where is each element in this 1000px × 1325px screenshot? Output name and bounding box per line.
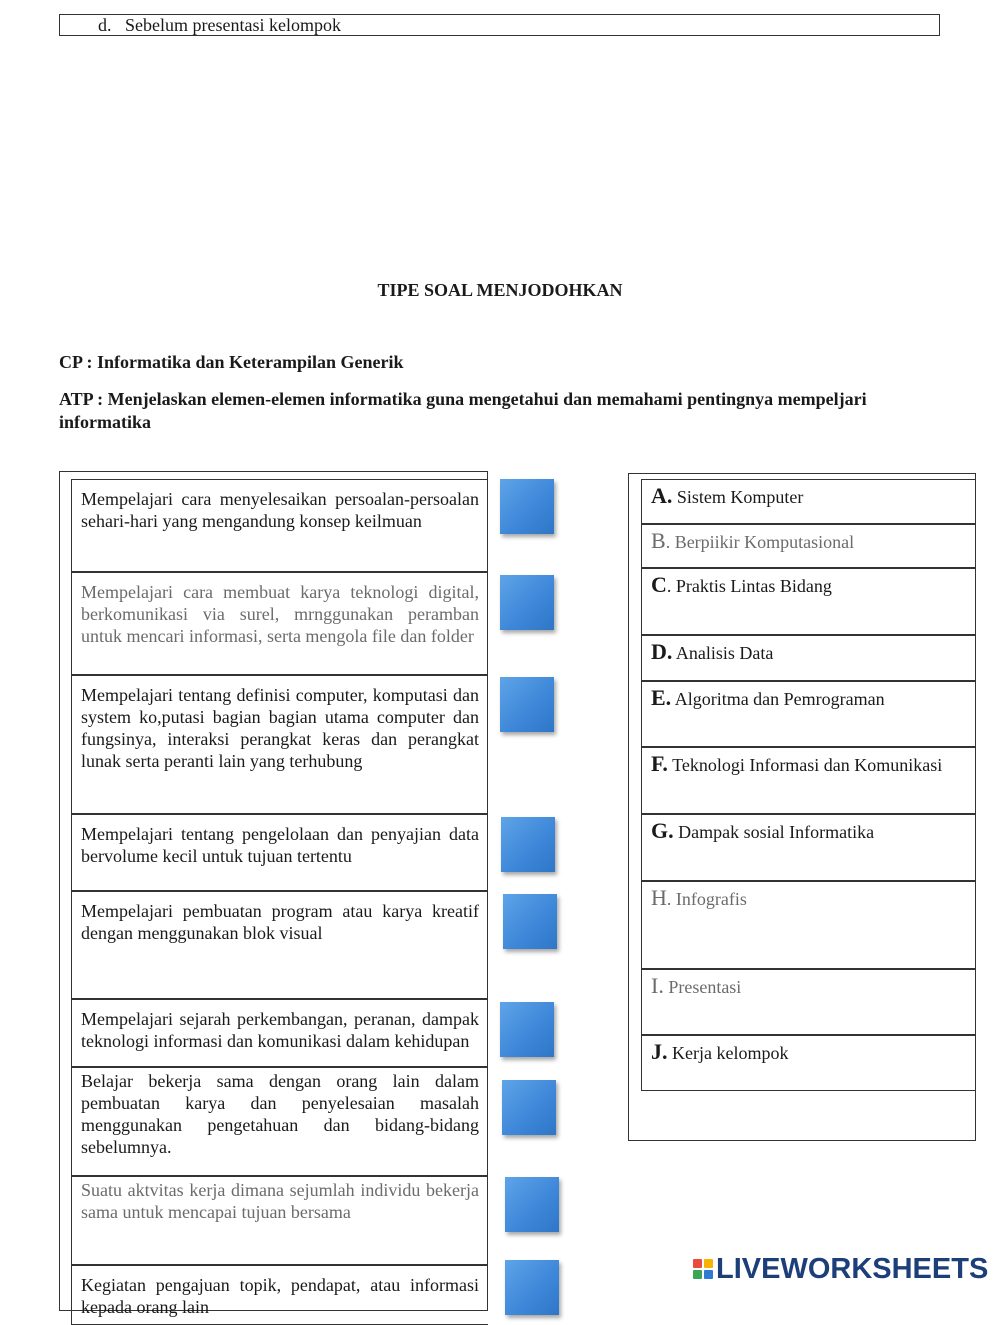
prev-answer-option-d — [59, 14, 940, 36]
answer-drop-box-7[interactable] — [502, 1080, 556, 1135]
option-cell — [641, 814, 976, 881]
question-cell: Mempelajari cara menyelesaikan persoalan-persoalan sehari-hari yang mengandung konsep keilmuan — [71, 479, 488, 572]
option-text: Dampak sosial Informatika — [673, 822, 875, 842]
option-text: . Berpiikir Komputasional — [665, 532, 855, 552]
option-cell — [641, 479, 976, 524]
option-cell — [641, 1035, 976, 1091]
question-cell: Kegiatan pengajuan topik, pendapat, atau informasi kepada orang lain — [71, 1265, 488, 1325]
option-cell — [641, 524, 976, 568]
answer-drop-box-9[interactable] — [505, 1260, 559, 1315]
option-text: Sistem Komputer — [672, 487, 804, 507]
option-d-text: Sebelum presentasi kelompok — [125, 15, 341, 35]
option-cell — [641, 568, 976, 635]
question-cell: Mempelajari pembuatan program atau karya kreatif dengan menggunakan blok visual — [71, 891, 488, 999]
answer-drop-box-5[interactable] — [503, 894, 557, 949]
option-cell — [641, 681, 976, 747]
option-letter: E. — [651, 685, 672, 710]
question-cell: Mempelajari cara membuat karya teknologi digital, berkomunikasi via surel, mrnggunakan peramban untuk mencari informasi, serta mengola file dan folder — [71, 572, 488, 675]
option-letter: D. — [651, 639, 673, 664]
answer-drop-box-2[interactable] — [500, 575, 554, 630]
option-cell — [641, 969, 976, 1035]
option-letter: H — [651, 885, 667, 910]
question-cell: Mempelajari tentang definisi computer, komputasi dan system ko,putasi bagian bagian utama computer dan fungsinya, interaksi perangkat keras dan perangkat lunak serta peranti lain yang terhubung — [71, 675, 488, 814]
atp-heading: ATP : Menjelaskan elemen-elemen informatika guna mengetahui dan memahami pentingnya mempeljari informatika — [59, 389, 867, 432]
answer-drop-box-8[interactable] — [505, 1177, 559, 1232]
option-text: Algoritma dan Pemrograman — [671, 689, 885, 709]
option-cell — [641, 747, 976, 814]
option-letter: F. — [651, 751, 668, 776]
option-text: Analisis Data — [672, 643, 774, 663]
logo-text: LIVEWORKSHEETS — [716, 1252, 989, 1285]
answer-drop-box-4[interactable] — [501, 817, 555, 872]
answer-drop-box-1[interactable] — [500, 479, 554, 534]
question-cell: Belajar bekerja sama dengan orang lain dalam pembuatan karya dan penyelesaian masalah menggunakan pengetahuan dan bidang-bidang sebelumnya. — [71, 1067, 488, 1176]
option-cell — [641, 635, 976, 681]
cp-heading: CP : Informatika dan Keterampilan Generik — [59, 352, 404, 372]
liveworksheets-logo — [693, 1254, 988, 1284]
logo-squares-icon — [693, 1259, 713, 1279]
answer-drop-box-3[interactable] — [500, 677, 554, 732]
option-letter: A. — [651, 483, 673, 508]
option-letter: I. — [651, 973, 664, 998]
question-cell: Suatu aktvitas kerja dimana sejumlah individu bekerja sama untuk mencapai tujuan bersama — [71, 1176, 488, 1265]
answer-drop-box-6[interactable] — [500, 1002, 554, 1057]
option-cell — [641, 881, 976, 969]
option-letter: C — [651, 572, 667, 597]
question-cell: Mempelajari sejarah perkembangan, peranan, dampak teknologi informasi dan komunikasi dalam kehidupan — [71, 999, 488, 1067]
option-d-label: d. — [98, 15, 112, 35]
option-text: . Infografis — [666, 889, 747, 909]
option-text: . Praktis Lintas Bidang — [666, 576, 832, 596]
option-letter: B — [651, 528, 666, 553]
option-text: Presentasi — [663, 977, 742, 997]
option-text: Teknologi Informasi dan Komunikasi — [667, 755, 943, 775]
section-title: TIPE SOAL MENJODOHKAN — [377, 280, 623, 300]
option-letter: G. — [651, 818, 674, 843]
option-text: Kerja kelompok — [667, 1043, 789, 1063]
question-cell: Mempelajari tentang pengelolaan dan penyajian data bervolume kecil untuk tujuan tertentu — [71, 814, 488, 891]
option-letter: J. — [651, 1039, 668, 1064]
